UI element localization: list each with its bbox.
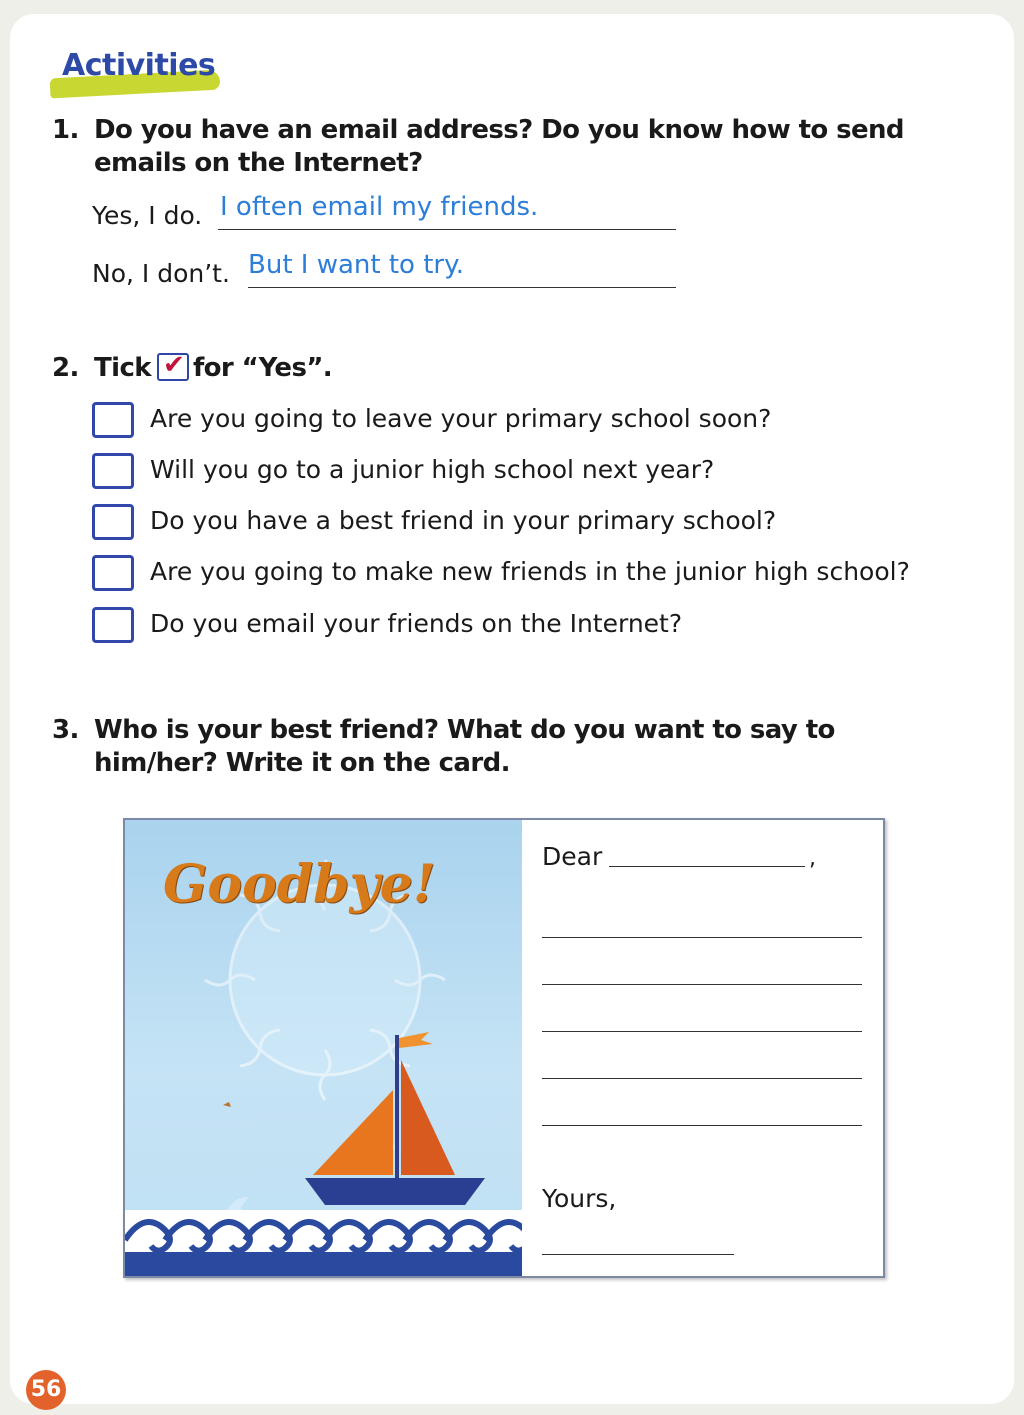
message-line-2[interactable] bbox=[542, 984, 862, 985]
question-3-number: 3. bbox=[52, 715, 79, 745]
goodbye-card bbox=[123, 818, 885, 1278]
answer-yes bbox=[92, 190, 682, 230]
page-number-badge: 56 bbox=[26, 1370, 66, 1410]
answer-no-handwriting: But I want to try. bbox=[248, 250, 465, 280]
question-1-number: 1. bbox=[52, 115, 79, 145]
question-2-number: 2. bbox=[52, 353, 79, 383]
section-heading bbox=[54, 48, 215, 83]
question-2-instruction bbox=[94, 352, 454, 385]
checklist-item-4-text: Are you going to make new friends in the junior high school? bbox=[150, 557, 910, 586]
answer-yes-handwriting: I often email my friends. bbox=[220, 192, 539, 222]
message-line-4[interactable] bbox=[542, 1078, 862, 1079]
checkbox-3[interactable] bbox=[92, 504, 134, 540]
greeting-comma: , bbox=[809, 846, 816, 871]
checklist-item-3-text: Do you have a best friend in your primary school? bbox=[150, 506, 777, 535]
checkbox-1[interactable] bbox=[92, 402, 134, 438]
heading-text: Activities bbox=[62, 48, 216, 83]
answer-yes-label: Yes, I do. bbox=[92, 201, 203, 230]
question-3-text: Who is your best friend? What do you want to say to him/her? Write it on the card. bbox=[94, 715, 835, 778]
question-1-text: Do you have an email address? Do you know how to send emails on the Internet? bbox=[94, 115, 904, 178]
question-2-yes-word: for “Yes”. bbox=[192, 353, 333, 383]
card-title: Goodbye! bbox=[163, 854, 436, 915]
message-line-5[interactable] bbox=[542, 1125, 862, 1126]
question-2-tick-word: Tick bbox=[94, 353, 151, 383]
question-2 bbox=[52, 352, 452, 388]
card-closing: Yours, bbox=[542, 1184, 617, 1213]
checklist-item-2-text: Will you go to a junior high school next year? bbox=[150, 455, 715, 484]
checklist-item-1-text: Are you going to leave your primary school soon? bbox=[150, 404, 772, 433]
answer-no bbox=[92, 248, 682, 288]
recipient-blank[interactable] bbox=[609, 866, 805, 867]
checklist-item-5-text: Do you email your friends on the Internet? bbox=[150, 609, 683, 638]
sample-checkbox bbox=[157, 350, 189, 381]
checkbox-5[interactable] bbox=[92, 607, 134, 643]
signature-blank[interactable] bbox=[542, 1254, 734, 1255]
answer-no-label: No, I don’t. bbox=[92, 259, 230, 288]
message-line-1[interactable] bbox=[542, 937, 862, 938]
card-greeting: Dear bbox=[542, 842, 603, 871]
checkbox-2[interactable] bbox=[92, 453, 134, 489]
message-line-3[interactable] bbox=[542, 1031, 862, 1032]
checkbox-4[interactable] bbox=[92, 555, 134, 591]
card-picture bbox=[125, 820, 522, 1276]
tick-icon: ✔ bbox=[162, 350, 185, 380]
